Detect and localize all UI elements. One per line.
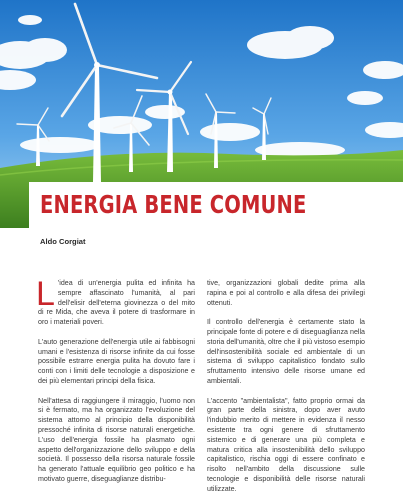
article-title: ENERGIA BENE COMUNE xyxy=(40,190,307,219)
paragraph: Il controllo dell'energia è certamente stato la principale fonte di potere e di diseguaglianza nella storia dell'umanità, oltre che il più vistoso esempio dell'insostenibilità sociale ed ambientale di un sistema di sviluppo capitalistico fondato sullo sfruttamento intensivo delle risorse umane ed ambientali. xyxy=(207,318,365,385)
paragraph: L'accento "ambientalista", fatto proprio ormai da gran parte della sinistra, dopo aver avuto l'indubbio merito di mettere in evidenza il nesso esistente tra ogni genere di sfruttamento sistemico e di generare una più completa e matura critica alla insostenibilità dello sviluppo capitalistico, rischia oggi di essere confinato e risolto nell'ambito della discussione sulle tecnologie e disponibilità delle risorse naturali utilizzate. xyxy=(207,396,365,493)
paragraph: L'auto generazione dell'energia utile ai fabbisogni umani e l'esistenza di risorse infinite da cui fosse possibile estrarre energia pulita ha dovuto fare i conti con i limiti delle tecnologie a disposizione e dei più elementari principi della fisica. xyxy=(38,337,195,385)
paragraph: L 'idea di un'energia pulita ed infinita ha sempre affascinato l'umanità, al pari dell'elisir dell'eterna giovinezza o del mito di re Mida, che aveva il potere di trasformare in oro i materiali poveri. xyxy=(36,275,195,327)
paragraph: Nell'attesa di raggiungere il miraggio, l'uomo non si è fermato, ma ha organizzato l'evoluzione del sistema attorno al principio della disponibilità pressoché infinita di risorse naturali energetiche. L'uso dell'energia fossile ha plasmato ogni aspetto dell'organizzazione dello sviluppo e della società. Il possesso della risorsa naturale fossile ha generato l'attuale equilibrio geo politico e ha motivato guerre, diseguaglianze distribu- xyxy=(38,396,195,483)
article-author: Aldo Corgiat xyxy=(40,237,86,246)
text-column-left xyxy=(36,275,195,495)
text-column-right xyxy=(207,279,365,504)
paragraph: tive, organizzazioni globali dedite prima alla rapina e poi al controllo e alla difesa dei privilegi ottenuti. xyxy=(207,279,365,307)
drop-cap: L xyxy=(36,275,55,313)
